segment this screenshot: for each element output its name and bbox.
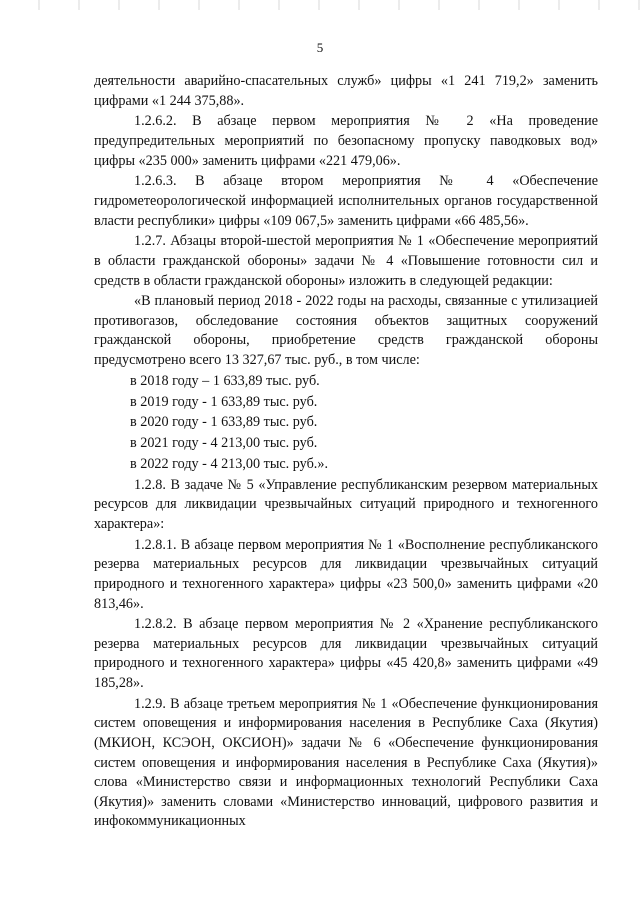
year-line-2021: в 2021 году - 4 213,00 тыс. руб. xyxy=(130,435,318,452)
paragraph-1-2-6-2: 1.2.6.2. В абзаце первом мероприятия № 2 «На проведение предупредительных мероприятий по безопасному пропуску паводковых вод» цифры «235 000» заменить цифрами «221 479,06». xyxy=(94,113,598,169)
paragraph-quote-planned-period: «В плановый период 2018 - 2022 годы на расходы, связанные с утилизацией противогазов, обследование состояния объектов защитных сооружений гражданской обороны, приобретение средств гражданской обороны предусмотрено всего 13 327,67 тыс. руб., в том числе: xyxy=(94,293,598,369)
scan-noise-strip xyxy=(0,0,640,10)
paragraph-1-2-6-3: 1.2.6.3. В абзаце втором мероприятия № 4 «Обеспечение гидрометеорологической информацией исполнительных органов государственной власти республики» цифры «109 067,5» заменить цифрами «66 485,56». xyxy=(94,173,598,229)
paragraph-1-2-7: 1.2.7. Абзацы второй-шестой мероприятия № 1 «Обеспечение мероприятий в области гражданской обороны» задачи № 4 «Повышение готовности сил и средств в области гражданской обороны» изложить в следующей редакции: xyxy=(94,233,598,289)
year-line-2022: в 2022 году - 4 213,00 тыс. руб.». xyxy=(130,455,328,472)
year-line-2018: в 2018 году – 1 633,89 тыс. руб. xyxy=(130,372,320,389)
paragraph-1-2-8-2: 1.2.8.2. В абзаце первом мероприятия № 2 «Хранение республиканского резерва материальных ресурсов для ликвидации чрезвычайных ситуаций природного и техногенного характера» цифры «45 420,8» заменить цифрами «49 185,28». xyxy=(94,616,598,692)
paragraph-1-2-8-1: 1.2.8.1. В абзаце первом мероприятия № 1 «Восполнение республиканского резерва материальных ресурсов для ликвидации чрезвычайных ситуаций природного и техногенного характера» цифры «23 500,0» заменить цифрами «20 813,46». xyxy=(94,536,598,612)
paragraph-1-2-8: 1.2.8. В задаче № 5 «Управление республиканским резервом материальных ресурсов для ликвидации чрезвычайных ситуаций природного и техногенного характера»: xyxy=(94,476,598,532)
paragraph-continuation: деятельности аварийно-спасательных служб» цифры «1 241 719,2» заменить цифрами «1 244 375,88». xyxy=(94,73,598,109)
page-number: 5 xyxy=(316,40,324,55)
year-line-2020: в 2020 году - 1 633,89 тыс. руб. xyxy=(130,414,318,431)
year-line-2019: в 2019 году - 1 633,89 тыс. руб. xyxy=(130,393,318,410)
document-body xyxy=(94,72,598,833)
paragraph-1-2-9: 1.2.9. В абзаце третьем мероприятия № 1 «Обеспечение функционирования систем оповещения и информирования населения в Республике Саха (Якутия) (МКИОН, КСЭОН, ОКСИОН)» задачи № 6 «Обеспечение функционирования систем оповещения и информирования населения в Республике Саха (Якутия)» слова «Министерство связи и информационных технологий Республики Саха (Якутия)» заменить словами «Министерство инноваций, цифрового развития и инфокоммуникационных xyxy=(94,695,598,830)
